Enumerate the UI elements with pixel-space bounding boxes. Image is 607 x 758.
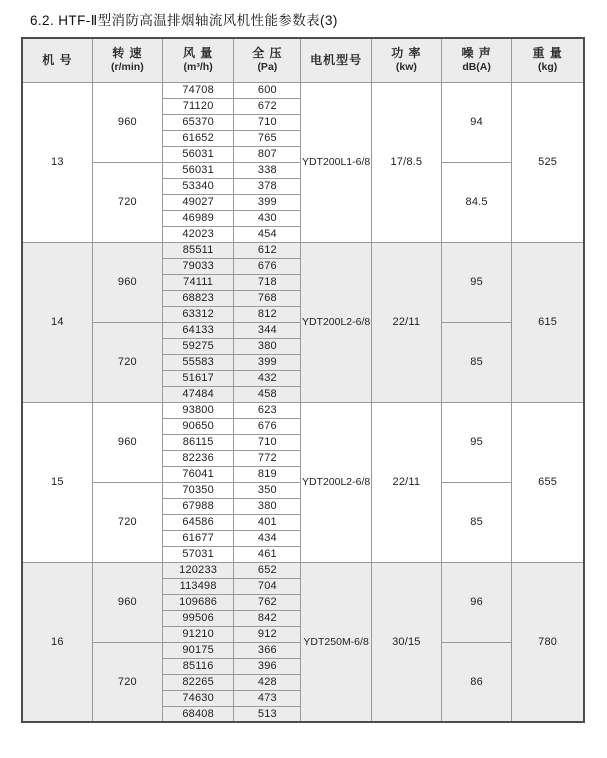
flow-value: 68823 (163, 290, 234, 306)
motor-model-cell: YDT200L1-6/8 (301, 82, 371, 242)
flow-value: 53340 (163, 178, 234, 194)
header-label: 噪 声 (461, 46, 492, 61)
flow-value: 71120 (163, 98, 234, 114)
flow-value: 56031 (163, 146, 234, 162)
header-label: 风 量 (182, 46, 214, 61)
flow-value: 90175 (163, 642, 234, 658)
header-label: 全 压 (252, 46, 283, 61)
pressure-value: 473 (234, 690, 301, 706)
speed-cell: 960 (92, 82, 162, 162)
flow-value: 113498 (163, 578, 234, 594)
col-header-power (371, 38, 441, 82)
flow-value: 82236 (163, 450, 234, 466)
pressure-value: 718 (234, 274, 301, 290)
flow-value: 76041 (163, 466, 234, 482)
speed-cell: 960 (92, 242, 162, 322)
pressure-value: 704 (234, 578, 301, 594)
flow-value: 120233 (163, 562, 234, 578)
flow-value: 64586 (163, 514, 234, 530)
pressure-value: 428 (234, 674, 301, 690)
header-label: 转 速 (112, 46, 143, 61)
speed-cell: 960 (92, 402, 162, 482)
flow-value: 63312 (163, 306, 234, 322)
col-header-machine (22, 38, 92, 82)
flow-value: 42023 (163, 226, 234, 242)
flow-value: 61677 (163, 530, 234, 546)
performance-table (21, 37, 585, 723)
flow-value: 93800 (163, 402, 234, 418)
machine-16-block (22, 562, 584, 722)
header-unit: dB(A) (462, 61, 491, 74)
header-unit: (Pa) (257, 61, 278, 74)
speed-cell: 960 (92, 562, 162, 642)
pressure-value: 430 (234, 210, 301, 226)
pressure-value: 344 (234, 322, 301, 338)
power-cell: 22/11 (371, 242, 441, 402)
noise-cell: 95 (441, 242, 511, 322)
pressure-value: 399 (234, 194, 301, 210)
machine-no-cell: 13 (22, 82, 92, 242)
pressure-value: 458 (234, 386, 301, 402)
machine-no-cell: 16 (22, 562, 92, 722)
pressure-value: 396 (234, 658, 301, 674)
pressure-value: 454 (234, 226, 301, 242)
weight-cell: 655 (512, 402, 584, 562)
noise-cell: 95 (441, 402, 511, 482)
table-header (22, 38, 584, 82)
noise-cell: 85 (441, 322, 511, 402)
header-unit: (r/min) (111, 61, 144, 74)
col-header-weight (512, 38, 584, 82)
pressure-value: 432 (234, 370, 301, 386)
table-row (22, 402, 584, 418)
pressure-value: 762 (234, 594, 301, 610)
pressure-value: 652 (234, 562, 301, 578)
machine-no-cell: 14 (22, 242, 92, 402)
header-unit: (kw) (395, 61, 417, 74)
pressure-value: 812 (234, 306, 301, 322)
machine-15-block (22, 402, 584, 562)
pressure-value: 399 (234, 354, 301, 370)
motor-model-cell: YDT200L2-6/8 (301, 402, 371, 562)
pressure-value: 378 (234, 178, 301, 194)
pressure-value: 772 (234, 450, 301, 466)
flow-value: 51617 (163, 370, 234, 386)
col-header-noise (441, 38, 511, 82)
machine-14-block (22, 242, 584, 402)
motor-model-cell: YDT200L2-6/8 (301, 242, 371, 402)
flow-value: 74708 (163, 82, 234, 98)
flow-value: 56031 (163, 162, 234, 178)
pressure-value: 434 (234, 530, 301, 546)
pressure-value: 676 (234, 418, 301, 434)
pressure-value: 366 (234, 642, 301, 658)
motor-model-cell: YDT250M-6/8 (301, 562, 371, 722)
noise-cell: 96 (441, 562, 511, 642)
pressure-value: 710 (234, 114, 301, 130)
speed-cell: 720 (92, 482, 162, 562)
flow-value: 91210 (163, 626, 234, 642)
col-header-speed (92, 38, 162, 82)
flow-value: 70350 (163, 482, 234, 498)
table-row (22, 82, 584, 98)
pressure-value: 710 (234, 434, 301, 450)
weight-cell: 615 (512, 242, 584, 402)
flow-value: 65370 (163, 114, 234, 130)
power-cell: 17/8.5 (371, 82, 441, 242)
header-label: 功 率 (391, 46, 422, 61)
machine-13-block (22, 82, 584, 242)
flow-value: 64133 (163, 322, 234, 338)
noise-cell: 86 (441, 642, 511, 722)
flow-value: 46989 (163, 210, 234, 226)
pressure-value: 768 (234, 290, 301, 306)
flow-value: 57031 (163, 546, 234, 562)
power-cell: 22/11 (371, 402, 441, 562)
header-row (22, 38, 584, 82)
flow-value: 59275 (163, 338, 234, 354)
table-row (22, 242, 584, 258)
pressure-value: 513 (234, 706, 301, 722)
flow-value: 68408 (163, 706, 234, 722)
pressure-value: 350 (234, 482, 301, 498)
header-label: 电机型号 (310, 52, 363, 67)
flow-value: 82265 (163, 674, 234, 690)
speed-cell: 720 (92, 162, 162, 242)
flow-value: 74111 (163, 274, 234, 290)
speed-cell: 720 (92, 642, 162, 722)
pressure-value: 676 (234, 258, 301, 274)
flow-value: 85116 (163, 658, 234, 674)
noise-cell: 84.5 (441, 162, 511, 242)
header-unit: (m³/h) (183, 61, 213, 74)
flow-value: 79033 (163, 258, 234, 274)
pressure-value: 672 (234, 98, 301, 114)
noise-cell: 85 (441, 482, 511, 562)
col-header-motor (301, 38, 371, 82)
flow-value: 99506 (163, 610, 234, 626)
flow-value: 61652 (163, 130, 234, 146)
flow-value: 109686 (163, 594, 234, 610)
flow-value: 86115 (163, 434, 234, 450)
col-header-flow (163, 38, 234, 82)
flow-value: 90650 (163, 418, 234, 434)
col-header-pressure (234, 38, 301, 82)
pressure-value: 461 (234, 546, 301, 562)
table-row (22, 562, 584, 578)
page-title: 6.2. HTF-Ⅱ型消防高温排烟轴流风机性能参数表(3) (30, 13, 338, 28)
pressure-value: 842 (234, 610, 301, 626)
flow-value: 47484 (163, 386, 234, 402)
pressure-value: 338 (234, 162, 301, 178)
pressure-value: 380 (234, 498, 301, 514)
pressure-value: 807 (234, 146, 301, 162)
power-cell: 30/15 (371, 562, 441, 722)
machine-no-cell: 15 (22, 402, 92, 562)
flow-value: 85511 (163, 242, 234, 258)
pressure-value: 600 (234, 82, 301, 98)
pressure-value: 912 (234, 626, 301, 642)
weight-cell: 780 (512, 562, 584, 722)
header-label: 重 量 (532, 46, 563, 61)
pressure-value: 401 (234, 514, 301, 530)
pressure-value: 623 (234, 402, 301, 418)
noise-cell: 94 (441, 82, 511, 162)
pressure-value: 612 (234, 242, 301, 258)
flow-value: 49027 (163, 194, 234, 210)
header-unit: (kg) (537, 61, 558, 74)
header-label: 机 号 (42, 52, 73, 67)
flow-value: 67988 (163, 498, 234, 514)
flow-value: 55583 (163, 354, 234, 370)
pressure-value: 819 (234, 466, 301, 482)
speed-cell: 720 (92, 322, 162, 402)
weight-cell: 525 (512, 82, 584, 242)
pressure-value: 380 (234, 338, 301, 354)
flow-value: 74630 (163, 690, 234, 706)
pressure-value: 765 (234, 130, 301, 146)
